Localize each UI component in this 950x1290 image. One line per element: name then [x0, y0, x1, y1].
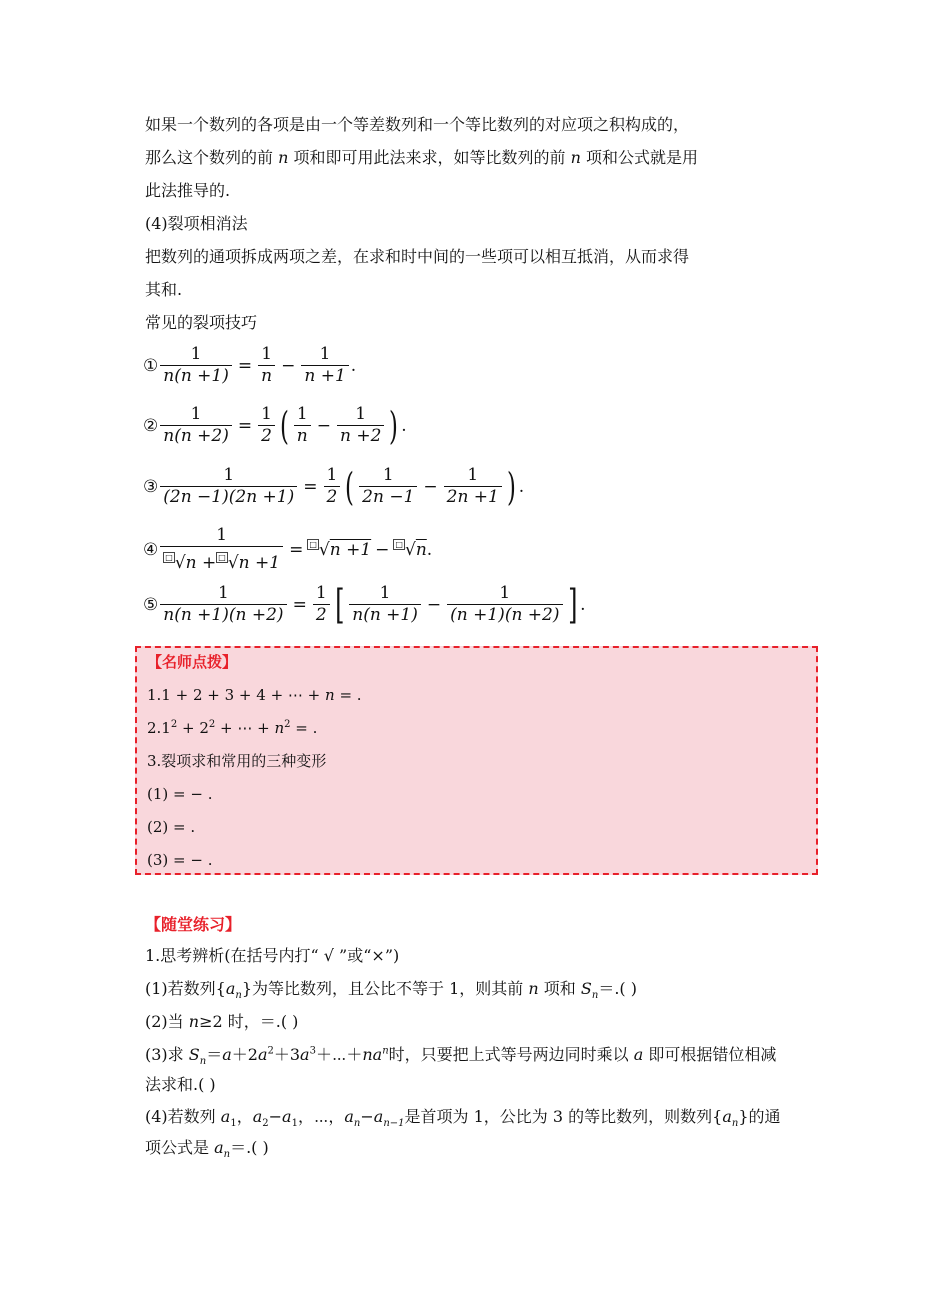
practice-q1-3-line-2: 法求和.( ) [145, 1075, 216, 1094]
practice-q1-1: (1)若数列$\{a_n\}$为等比数列，且公比不等于 1，则其前 n 项和 $S_n=$.( ) [145, 979, 637, 1002]
method4-heading: (4)裂项相消法 [145, 214, 248, 233]
formula-1-lhs: $\frac{1}{n(n +1)}$ [160, 345, 232, 386]
practice-q1-3: (3)求 $S_n=a+2a^2+3a^3+\cdots+na^n$时，只要把上式等号两边同时乘以 a 即可根据错位相减 [145, 1045, 777, 1068]
practice-q1-4-line-2: 项公式是 $a_n=$.( ) [145, 1138, 269, 1161]
formula-4: ④ $\frac{1}{^□ √n + ^□ √n +1}$ = □ √n +1 − □ √n . [143, 525, 433, 573]
practice-title: 【随堂练习】 [145, 915, 242, 934]
intro-line-2: 那么这个数列的前 n 项和即可用此法来求，如等比数列的前 n 项和公式就是用 [145, 148, 698, 167]
tip-line-6: (3) = − . [147, 851, 213, 869]
tip-line-2: $2.1^2 + 2^2$ + ⋯ + $n^2$ = . [147, 719, 318, 737]
tip-line-1: 1.1 + 2 + 3 + 4 + ⋯ + n = . [147, 686, 362, 704]
formula-1: ① $\frac{1}{n(n +1)}$ = $\frac{1}{n}$ − $\frac{1}{n +1}$ . [143, 344, 357, 386]
practice-q1: 1.思考辨析(在括号内打“ √ ”或“×”) [145, 946, 400, 965]
method4-desc-line-2: 其和. [145, 280, 183, 299]
tip-line-5: (2) = . [147, 818, 196, 836]
intro-line-3: 此法推导的. [145, 181, 231, 200]
practice-q1-4: (4)若数列 $a_1$，$a_2-a_1$，⋯，$a_n-a_{n-1}$是首项为 1，公比为 3 的等比数列，则数列$\{a_n\}$的通 [145, 1107, 781, 1130]
teacher-tip-box [135, 646, 818, 875]
practice-q1-2: (2)当 n≥2 时，＝.( ) [145, 1012, 299, 1031]
formula-2: ② $\frac{1}{n(n +2)}$ = $\frac{1}{2}$ ( $\frac{1}{n}$ − $\frac{1}{n +2}$ ) . [143, 403, 407, 448]
formula-5: ⑤ $\frac{1}{n(n +1)(n +2)}$ = $\frac{1}{2}$ [ $\frac{1}{n(n +1)}$ − $\frac{1}{(n +1)(n +2)}$ ] . [143, 581, 586, 628]
tip-title: 【名师点拨】 [147, 653, 238, 671]
tip-line-3: 3.裂项求和常用的三种变形 [147, 752, 327, 770]
tip-line-4: (1) = − . [147, 785, 213, 803]
formula-3: ③ $\frac{1}{(2n -1)(2n +1)}$ = $\frac{1}{2}$ ( $\frac{1}{2n -1}$ − $\frac{1}{2n +1}$ ) . [143, 464, 525, 509]
intro-line-1: 如果一个数列的各项是由一个等差数列和一个等比数列的对应项之积构成的， [145, 115, 690, 134]
method4-desc-line-1: 把数列的通项拆成两项之差，在求和时中间的一些项可以相互抵消，从而求得 [145, 247, 690, 266]
techniques-title: 常见的裂项技巧 [145, 313, 258, 332]
